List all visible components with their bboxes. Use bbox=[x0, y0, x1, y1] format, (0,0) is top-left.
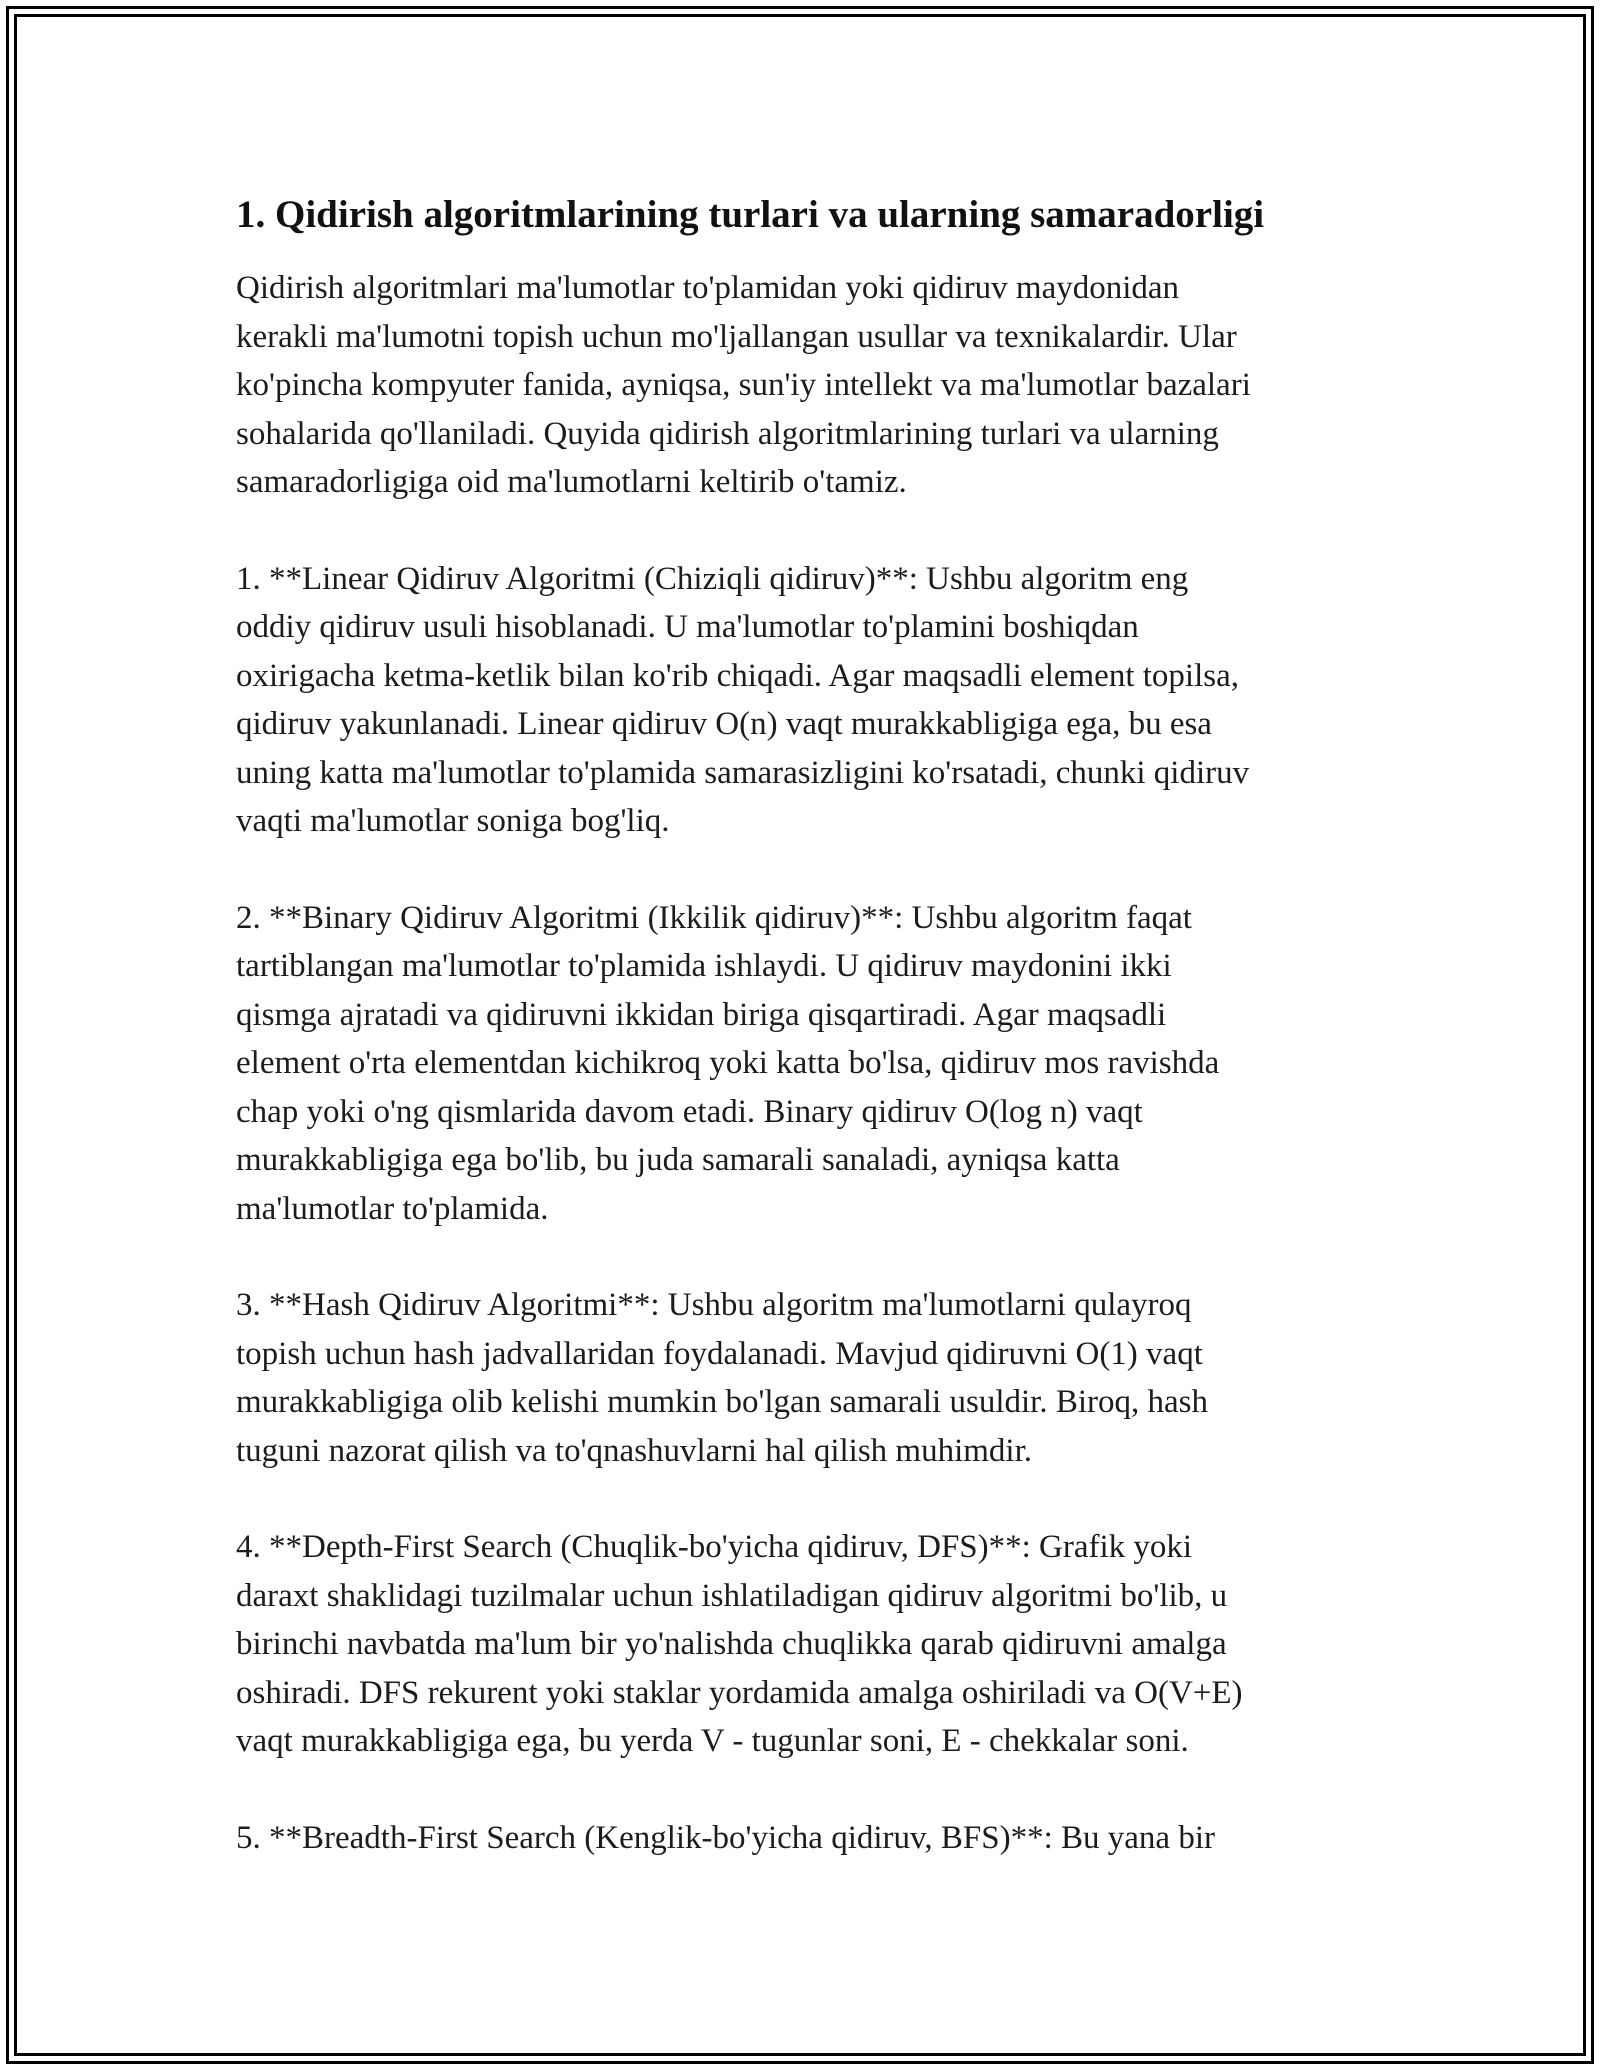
intro-paragraph bbox=[236, 264, 1376, 507]
text-line: birinchi navbatda ma'lum bir yo'nalishda chuqlikka qarab qidiruvni amalga bbox=[236, 1626, 1227, 1662]
text-line: 5. **Breadth-First Search (Kenglik-bo'yicha qidiruv, BFS)**: Bu yana bir bbox=[236, 1819, 1215, 1856]
text-line: sohalarida qo'llaniladi. Quyida qidirish algoritmlarining turlari va ularning bbox=[236, 415, 1219, 452]
dfs-paragraph bbox=[236, 1523, 1376, 1766]
text-line: murakkabligiga olib kelishi mumkin bo'lgan samarali usuldir. Biroq, hash bbox=[236, 1384, 1208, 1420]
text-line: 3. **Hash Qidiruv Algoritmi**: Ushbu algoritm ma'lumotlarni qulayroq bbox=[236, 1287, 1192, 1323]
text-line: tartiblangan ma'lumotlar to'plamida ishlaydi. U qidiruv maydonini ikki bbox=[236, 948, 1172, 984]
text-line: chap yoki o'ng qismlarida davom etadi. Binary qidiruv O(log n) vaqt bbox=[236, 1093, 1143, 1130]
text-line: qismga ajratadi va qidiruvni ikkidan biriga qisqartiradi. Agar maqsadli bbox=[236, 996, 1167, 1033]
text-line: ko'pincha kompyuter fanida, ayniqsa, sun'iy intellekt va ma'lumotlar bazalari bbox=[236, 367, 1251, 403]
text-line: tuguni nazorat qilish va to'qnashuvlarni hal qilish muhimdir. bbox=[236, 1432, 1033, 1469]
text-line: oshiradi. DFS rekurent yoki staklar yordamida amalga oshiriladi va O(V+E) bbox=[236, 1674, 1243, 1711]
text-line: oxirigacha ketma-ketlik bilan ko'rib chiqadi. Agar maqsadli element topilsa, bbox=[236, 657, 1239, 694]
text-line: oddiy qidiruv usuli hisoblanadi. U ma'lumotlar to'plamini boshiqdan bbox=[236, 609, 1139, 645]
text-line: element o'rta elementdan kichikroq yoki katta bo'lsa, qidiruv mos ravishda bbox=[236, 1045, 1220, 1081]
text-line: ma'lumotlar to'plamida. bbox=[236, 1190, 549, 1227]
text-line: Qidirish algoritmlari ma'lumotlar to'plamidan yoki qidiruv maydonidan bbox=[236, 270, 1180, 306]
text-line: qidiruv yakunlanadi. Linear qidiruv O(n) vaqt murakkabligiga ega, bu esa bbox=[236, 706, 1212, 742]
text-line: 2. **Binary Qidiruv Algoritmi (Ikkilik qidiruv)**: Ushbu algoritm faqat bbox=[236, 899, 1192, 936]
text-line: 1. **Linear Qidiruv Algoritmi (Chiziqli qidiruv)**: Ushbu algoritm eng bbox=[236, 560, 1189, 597]
hash-search-paragraph bbox=[236, 1281, 1376, 1475]
document-title: 1. Qidirish algoritmlarining turlari va ularning samaradorligi bbox=[236, 193, 1265, 236]
text-line: samaradorligiga oid ma'lumotlarni keltirib o'tamiz. bbox=[236, 464, 907, 500]
text-line: daraxt shaklidagi tuzilmalar uchun ishlatiladigan qidiruv algoritmi bo'lib, u bbox=[236, 1577, 1228, 1614]
text-line: murakkabligiga ega bo'lib, bu juda samarali sanaladi, ayniqsa katta bbox=[236, 1142, 1120, 1178]
binary-search-paragraph bbox=[236, 894, 1376, 1234]
document-body bbox=[236, 190, 1376, 1910]
text-line: 4. **Depth-First Search (Chuqlik-bo'yicha qidiruv, DFS)**: Grafik yoki bbox=[236, 1529, 1193, 1565]
linear-search-paragraph bbox=[236, 555, 1376, 846]
text-line: vaqt murakkabligiga ega, bu yerda V - tugunlar soni, E - chekkalar soni. bbox=[236, 1723, 1189, 1759]
text-line: vaqti ma'lumotlar soniga bog'liq. bbox=[236, 803, 670, 839]
text-line: kerakli ma'lumotni topish uchun mo'ljallangan usullar va texnikalardir. Ular bbox=[236, 318, 1237, 355]
bfs-paragraph bbox=[236, 1814, 1376, 1863]
text-line: uning katta ma'lumotlar to'plamida samarasizligini ko'rsatadi, chunki qidiruv bbox=[236, 754, 1250, 791]
text-line: topish uchun hash jadvallaridan foydalanadi. Mavjud qidiruvni O(1) vaqt bbox=[236, 1335, 1203, 1372]
